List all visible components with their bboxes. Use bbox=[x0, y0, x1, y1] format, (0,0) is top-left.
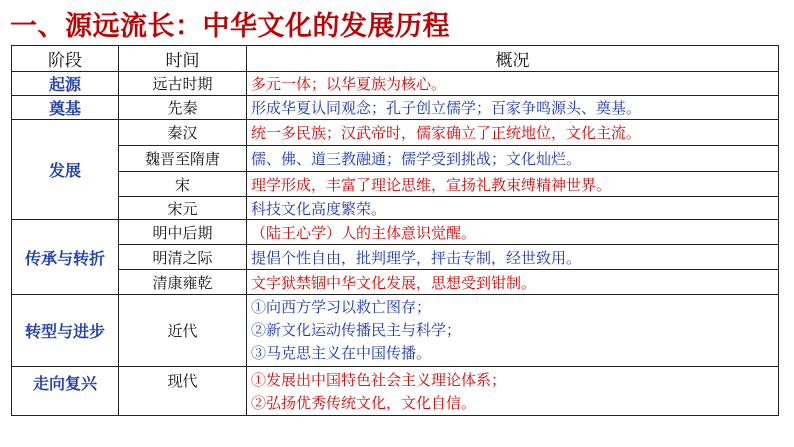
history-table bbox=[11, 45, 779, 416]
time-cell: 明中后期 bbox=[119, 220, 247, 245]
time-cell: 明清之际 bbox=[119, 245, 247, 270]
desc-line: ②新文化运动传播民主与科学； bbox=[251, 321, 462, 339]
header-overview: 概况 bbox=[247, 46, 779, 72]
desc-cell: 理学形成，丰富了理论思维，宣扬礼教束缚精神世界。 bbox=[247, 172, 779, 197]
desc-cell bbox=[247, 367, 779, 416]
time-cell: 先秦 bbox=[119, 96, 247, 120]
desc-cell: 文字狱禁锢中华文化发展，思想受到钳制。 bbox=[247, 270, 779, 295]
time-cell: 宋 bbox=[119, 172, 247, 197]
page-title: 一、源远流长：中华文化的发展历程 bbox=[10, 11, 450, 42]
stage-cell: 传承与转折 bbox=[12, 220, 119, 295]
desc-cell: 儒、佛、道三教融通；儒学受到挑战；文化灿烂。 bbox=[247, 146, 779, 172]
time-cell: 近代 bbox=[119, 295, 247, 367]
desc-cell: 多元一体；以华夏族为核心。 bbox=[247, 72, 779, 96]
table-row bbox=[12, 197, 779, 220]
desc-line: ②弘扬优秀传统文化，文化自信。 bbox=[251, 394, 477, 412]
time-cell: 远古时期 bbox=[119, 72, 247, 96]
table-row bbox=[12, 270, 779, 295]
table-row bbox=[12, 367, 779, 416]
time-cell: 秦汉 bbox=[119, 120, 247, 146]
stage-cell: 起源 bbox=[12, 72, 119, 96]
table-row bbox=[12, 245, 779, 270]
desc-cell: 统一多民族；汉武帝时，儒家确立了正统地位，文化主流。 bbox=[247, 120, 779, 146]
table-row bbox=[12, 172, 779, 197]
desc-cell bbox=[247, 295, 779, 367]
stage-cell: 奠基 bbox=[12, 96, 119, 120]
table-header-row bbox=[12, 46, 779, 72]
desc-cell: （陆王心学）人的主体意识觉醒。 bbox=[247, 220, 779, 245]
time-cell: 清康雍乾 bbox=[119, 270, 247, 295]
desc-cell: 提倡个性自由，批判理学，抨击专制，经世致用。 bbox=[247, 245, 779, 270]
table-row bbox=[12, 220, 779, 245]
table-row bbox=[12, 120, 779, 146]
stage-cell: 走向复兴 bbox=[12, 367, 119, 416]
desc-line: ①发展出中国特色社会主义理论体系； bbox=[251, 371, 507, 389]
table-row bbox=[12, 96, 779, 120]
stage-cell: 发展 bbox=[12, 120, 119, 220]
desc-line: ①向西方学习以救亡图存； bbox=[251, 298, 432, 316]
time-cell: 现代 bbox=[119, 367, 247, 416]
time-cell: 宋元 bbox=[119, 197, 247, 220]
table-row bbox=[12, 295, 779, 367]
desc-cell: 形成华夏认同观念；孔子创立儒学；百家争鸣源头、奠基。 bbox=[247, 96, 779, 120]
desc-line: ③马克思主义在中国传播。 bbox=[251, 344, 432, 362]
time-cell: 魏晋至隋唐 bbox=[119, 146, 247, 172]
table-row bbox=[12, 146, 779, 172]
stage-cell: 转型与进步 bbox=[12, 295, 119, 367]
header-time: 时间 bbox=[119, 46, 247, 72]
table-row bbox=[12, 72, 779, 96]
header-stage: 阶段 bbox=[12, 46, 119, 72]
desc-cell: 科技文化高度繁荣。 bbox=[247, 197, 779, 220]
